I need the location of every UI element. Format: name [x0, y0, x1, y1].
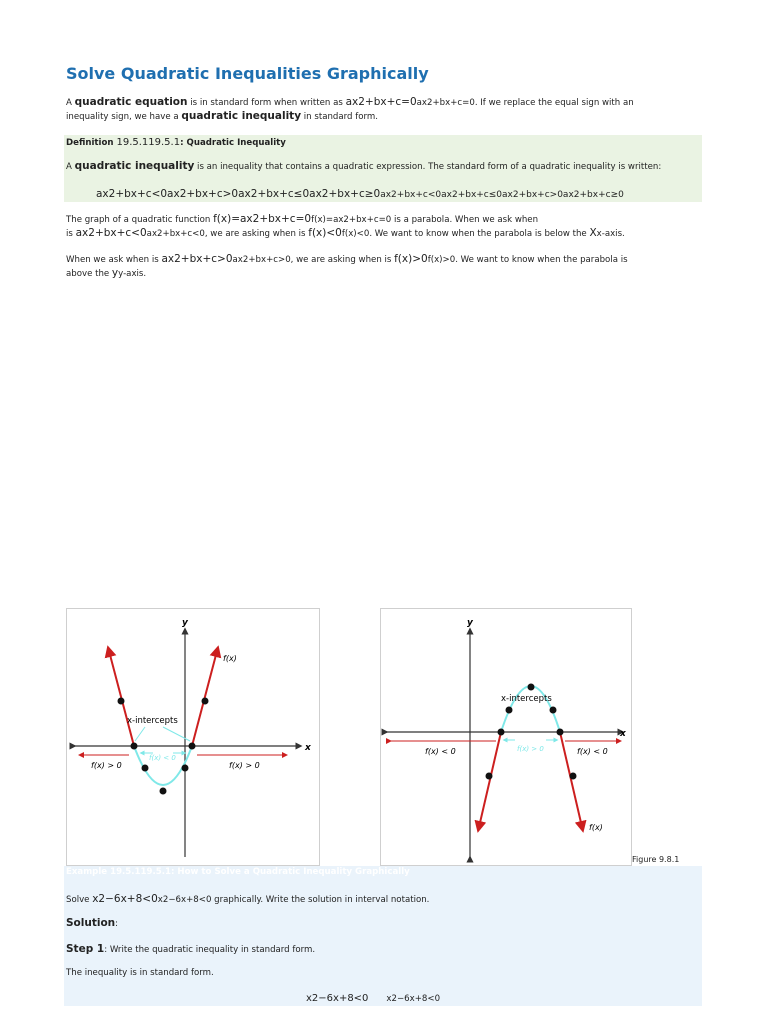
text: , we are asking when is [290, 255, 395, 265]
vertex-point [528, 684, 535, 691]
text: A [66, 162, 75, 172]
y-axis-label: y [182, 618, 188, 628]
x-intercepts-label: x-intercepts [501, 694, 552, 704]
x-intercepts-label: x-intercepts [127, 716, 178, 726]
point [570, 773, 577, 780]
solution-label: Solution [66, 917, 116, 929]
text: is an inequality that contains a quadratic expression. The standard form of a quadratic inequality is written: [194, 162, 662, 172]
equation-alt: f(x)=ax2+bx+c=0 [311, 215, 392, 225]
definition-label: Definition [66, 138, 117, 148]
standard-forms [96, 188, 624, 200]
step1-note: The inequality is in standard form. [66, 968, 214, 978]
right-region-label: f(x) > 0 [229, 761, 260, 770]
when-paragraph [66, 253, 706, 281]
text: Solve [66, 895, 93, 905]
definition-heading [66, 137, 286, 148]
equation-alt: ax2+bx+c<0 [146, 229, 205, 239]
figure-caption: Figure 9.8.1 [632, 855, 680, 864]
definition-text [66, 160, 661, 172]
text: in standard form. [301, 112, 378, 122]
forms-equation-alt: ax2+bx+c<0ax2+bx+c≤0ax2+bx+c>0ax2+bx+c≥0 [380, 190, 624, 200]
point [550, 707, 557, 714]
text: inequality sign, we have a [66, 112, 182, 122]
x-intercept-point [189, 743, 196, 750]
point [486, 773, 493, 780]
y-axis-label: y [467, 618, 473, 628]
x-intercept-point [131, 743, 138, 750]
step1-label: Step 1 [66, 943, 105, 955]
right-region-label: f(x) < 0 [577, 747, 608, 756]
graph-paragraph [66, 213, 706, 241]
definition-number: 19.5.119.5.1 [116, 137, 181, 148]
text: graphically. Write the solution in interval notation. [211, 895, 430, 905]
page-title: Solve Quadratic Inequalities Graphically [66, 64, 429, 83]
axis-name: y [111, 267, 119, 279]
text: -axis. [123, 269, 147, 279]
equation-alt: x2−6x+8<0 [157, 895, 212, 905]
equation: f(x)=ax2+bx+c=0 [213, 213, 312, 225]
equation-alt: ax2+bx+c>0 [232, 255, 291, 265]
point [182, 765, 189, 772]
text: . If we replace the equal sign with an [474, 98, 634, 108]
x-intercept-point [498, 729, 505, 736]
equation-alt: f(x)>0 [427, 255, 456, 265]
equation: x2−6x+8<0 [92, 893, 158, 905]
example-prompt [66, 893, 429, 905]
left-region-label: f(x) > 0 [91, 761, 122, 770]
term-quadratic-equation: quadratic equation [74, 96, 188, 108]
axis-name-alt: x [596, 229, 602, 239]
vertex-point [160, 788, 167, 795]
equation: ax2+bx+c>0 [161, 253, 233, 265]
left-region-label: f(x) < 0 [425, 747, 456, 756]
fx-label: f(x) [223, 654, 237, 663]
standard-form-equation [306, 993, 440, 1004]
example-heading: Example 19.5.119.5.1: How to Solve a Quadratic Inequality Graphically [66, 867, 410, 877]
text: above the [66, 269, 112, 279]
definition-name: : Quadratic Inequality [180, 138, 286, 148]
x-axis-label: x [305, 743, 311, 753]
point [506, 707, 513, 714]
downward-parabola-graph [381, 609, 631, 865]
upward-parabola-graph [67, 609, 319, 865]
text: . We want to know when the parabola is below the [369, 229, 590, 239]
text: When we ask when is [66, 255, 162, 265]
x-axis-label: x [620, 729, 626, 739]
text: A [66, 98, 75, 108]
text: is in standard form when written as [187, 98, 346, 108]
equation: f(x)<0 [308, 227, 342, 239]
step1-line [66, 943, 315, 955]
text: . We want to know when the parabola is [455, 255, 628, 265]
text: : [115, 919, 119, 929]
solution-heading [66, 917, 118, 929]
text: , we are asking when is [204, 229, 309, 239]
x-intercept-point [557, 729, 564, 736]
parabola-left-arm [479, 732, 501, 827]
equation: x2−6x+8<0 [306, 993, 369, 1004]
equation: f(x)>0 [394, 253, 428, 265]
intro-paragraph [66, 96, 706, 124]
pointer-line [135, 727, 145, 741]
fx-label: f(x) [589, 823, 603, 832]
step1-text: : Write the quadratic inequality in standard form. [104, 945, 316, 955]
example-box [64, 866, 702, 1006]
text: -axis. [601, 229, 625, 239]
text: is [66, 229, 76, 239]
point [202, 698, 209, 705]
axis-name: X [589, 227, 597, 239]
equation: ax2+bx+c=0 [345, 96, 417, 108]
point [118, 698, 125, 705]
pointer-line [163, 727, 190, 741]
middle-region-label: f(x) < 0 [149, 754, 176, 762]
term-quadratic-inequality: quadratic inequality [74, 160, 195, 172]
middle-region-label: f(x) > 0 [517, 745, 544, 753]
point [142, 765, 149, 772]
text: is a parabola. When we ask when [391, 215, 539, 225]
equation-alt: x2−6x+8<0 [386, 994, 441, 1004]
axis-name-alt: y [118, 269, 124, 279]
figure-downward-parabola [380, 608, 632, 866]
term-quadratic-inequality: quadratic inequality [181, 110, 302, 122]
figure-upward-parabola [66, 608, 320, 866]
equation: ax2+bx+c<0 [75, 227, 147, 239]
text: The graph of a quadratic function [66, 215, 214, 225]
equation-alt: ax2+bx+c=0 [416, 98, 475, 108]
forms-equation: ax2+bx+c<0ax2+bx+c>0ax2+bx+c≤0ax2+bx+c≥0 [96, 188, 381, 200]
equation-alt: f(x)<0 [341, 229, 370, 239]
